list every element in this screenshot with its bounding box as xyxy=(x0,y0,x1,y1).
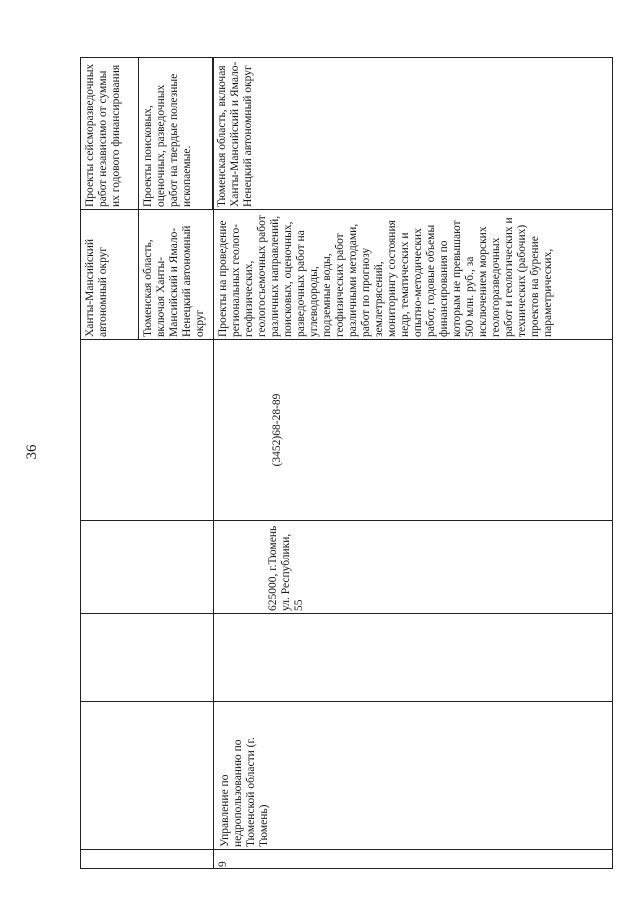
table-border-right xyxy=(80,57,613,58)
table-border-bottom xyxy=(612,57,613,869)
column-divider xyxy=(80,520,613,521)
project-type-cell: Проекты поисковых, оценочных, разведочных работ на твердые полезные ископаемые. xyxy=(142,73,193,207)
table-border-left xyxy=(80,868,613,869)
row-divider xyxy=(213,57,214,869)
column-divider xyxy=(80,339,613,340)
project-type-cell: Проекты сейсморазведочных работ независимо от суммы их годового финансирования xyxy=(84,63,122,207)
project-type-cell: Проекты на проведение региональных геолого-геофизических, геологосъемочных работ различных направлений, поисковых, оценочных, разведочных работ на углеводороды, подземные воды, геофизических работ различными методами, работ по прогнозу землетрясений, мониторингу состояния недр, тематических и опытно-методических работ, годовые объемы финансирования по которым не превышают 500 млн. руб., за исключением морских геологоразведочных работ и геологических и технических (рабочих) проектов на бурение параметрических, xyxy=(217,215,554,337)
project-region-cell: Тюменская область, включая Ханты-Мансийский и Ямало-Ненецкий автономный округ xyxy=(216,61,254,207)
page-number: 36 xyxy=(24,444,40,460)
column-divider xyxy=(80,613,613,614)
column-divider xyxy=(80,209,613,210)
row-divider xyxy=(212,57,213,210)
project-region-cell: Тюменская область, включая Ханты-Мансийский и Ямало-Ненецкий автономный округ xyxy=(142,225,206,337)
table-container xyxy=(80,57,613,869)
column-divider xyxy=(80,849,613,850)
address-cell: 625000, г.Тюмень ул. Республики, 55 xyxy=(267,525,305,611)
row-index: 9 xyxy=(217,861,229,867)
phone-cell: (3452)68-28-89 xyxy=(271,393,283,467)
landscape-table xyxy=(80,57,613,869)
organization-cell: Управление по недропользованию по Тюменской области (г. Тюмень) xyxy=(219,737,270,847)
project-region-cell: Ханты-Мансийский автономный округ xyxy=(84,238,109,337)
table-border-top xyxy=(80,57,81,869)
column-divider xyxy=(80,701,613,702)
